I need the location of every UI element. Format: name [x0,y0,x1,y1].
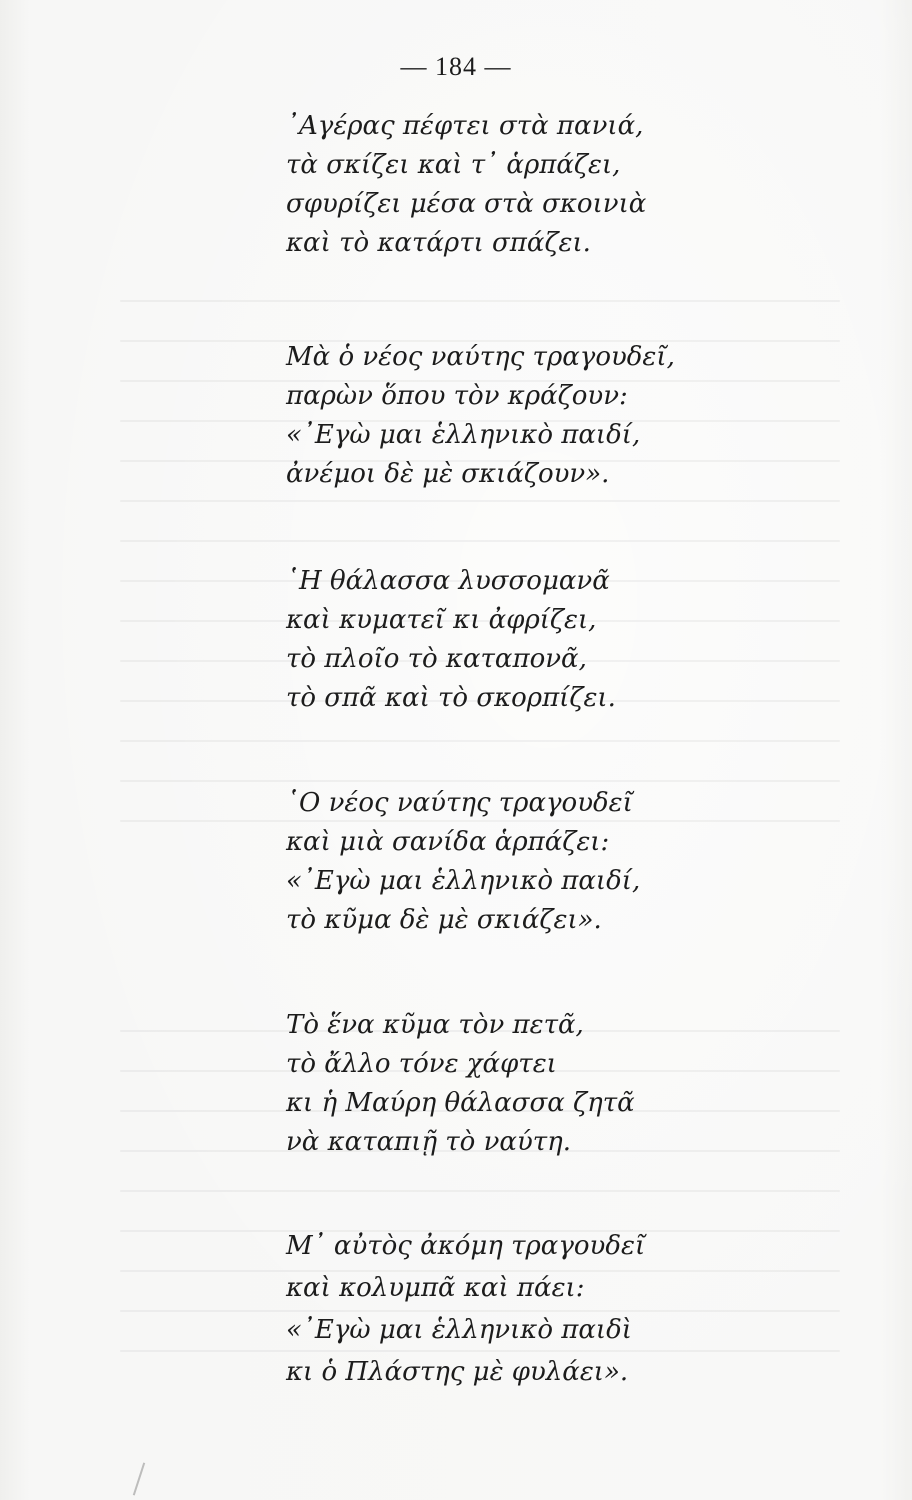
verse-line: τὰ σκίζει καὶ τ᾿ ἁρπάζει, [286,150,621,180]
show-through-line [120,540,840,542]
stanza-6 [286,1225,645,1393]
verse-line: σφυρίζει μέσα στὰ σκοινιὰ [286,189,647,219]
verse-line: παρὼν ὅπου τὸν κράζουν: [286,381,628,411]
verse-line: νὰ καταπιῇ τὸ ναύτη. [286,1127,571,1157]
verse-line: τὸ σπᾶ καὶ τὸ σκορπίζει. [286,683,616,713]
pencil-mark [133,1463,145,1496]
verse-line: κι ἡ Μαύρη θάλασσα ζητᾶ [286,1088,635,1118]
verse-line: καὶ κυματεῖ κι ἀφρίζει, [286,605,597,635]
verse-line: τὸ ἄλλο τόνε χάφτει [286,1049,557,1079]
stanza-2 [286,338,675,494]
verse-line: «᾿Εγὼ μαι ἑλληνικὸ παιδί, [286,866,641,896]
show-through-line [120,1190,840,1192]
page-number: — 184 — [400,52,512,81]
verse-line: Μ᾿ αὐτὸς ἀκόμη τραγουδεῖ [286,1231,646,1261]
show-through-line [120,500,840,502]
verse-line: τὸ πλοῖο τὸ καταπονᾶ, [286,644,587,674]
verse-line: τὸ κῦμα δὲ μὲ σκιάζει». [286,905,602,935]
verse-line: καὶ μιὰ σανίδα ἁρπάζει: [286,827,610,857]
verse-line: κι ὁ Πλάστης μὲ φυλάει». [286,1357,629,1387]
stanza-5 [286,1006,635,1162]
verse-line: ᾿Αγέρας πέφτει στὰ πανιά, [286,111,644,141]
verse-line: «᾿Εγὼ μαι ἑλληνικὸ παιδί, [286,420,641,450]
verse-line: «᾿Εγὼ μαι ἑλληνικὸ παιδὶ [286,1315,632,1345]
verse-line: καὶ τὸ κατάρτι σπάζει. [286,228,591,258]
stanza-3 [286,562,616,718]
verse-line: ῾Ο νέος ναύτης τραγουδεῖ [286,788,633,818]
verse-line: ἀνέμοι δὲ μὲ σκιάζουν». [286,459,610,489]
show-through-line [120,740,840,742]
verse-line: Τὸ ἕνα κῦμα τὸν πετᾶ, [286,1010,584,1040]
stanza-4 [286,784,640,940]
verse-line: Μὰ ὁ νέος ναύτης τραγουδεῖ, [286,342,675,372]
stanza-1 [286,107,646,263]
show-through-line [120,300,840,302]
verse-line: καὶ κολυμπᾶ καὶ πάει: [286,1273,585,1303]
show-through-line [120,780,840,782]
verse-line: ῾Η θάλασσα λυσσομανᾶ [286,566,610,596]
